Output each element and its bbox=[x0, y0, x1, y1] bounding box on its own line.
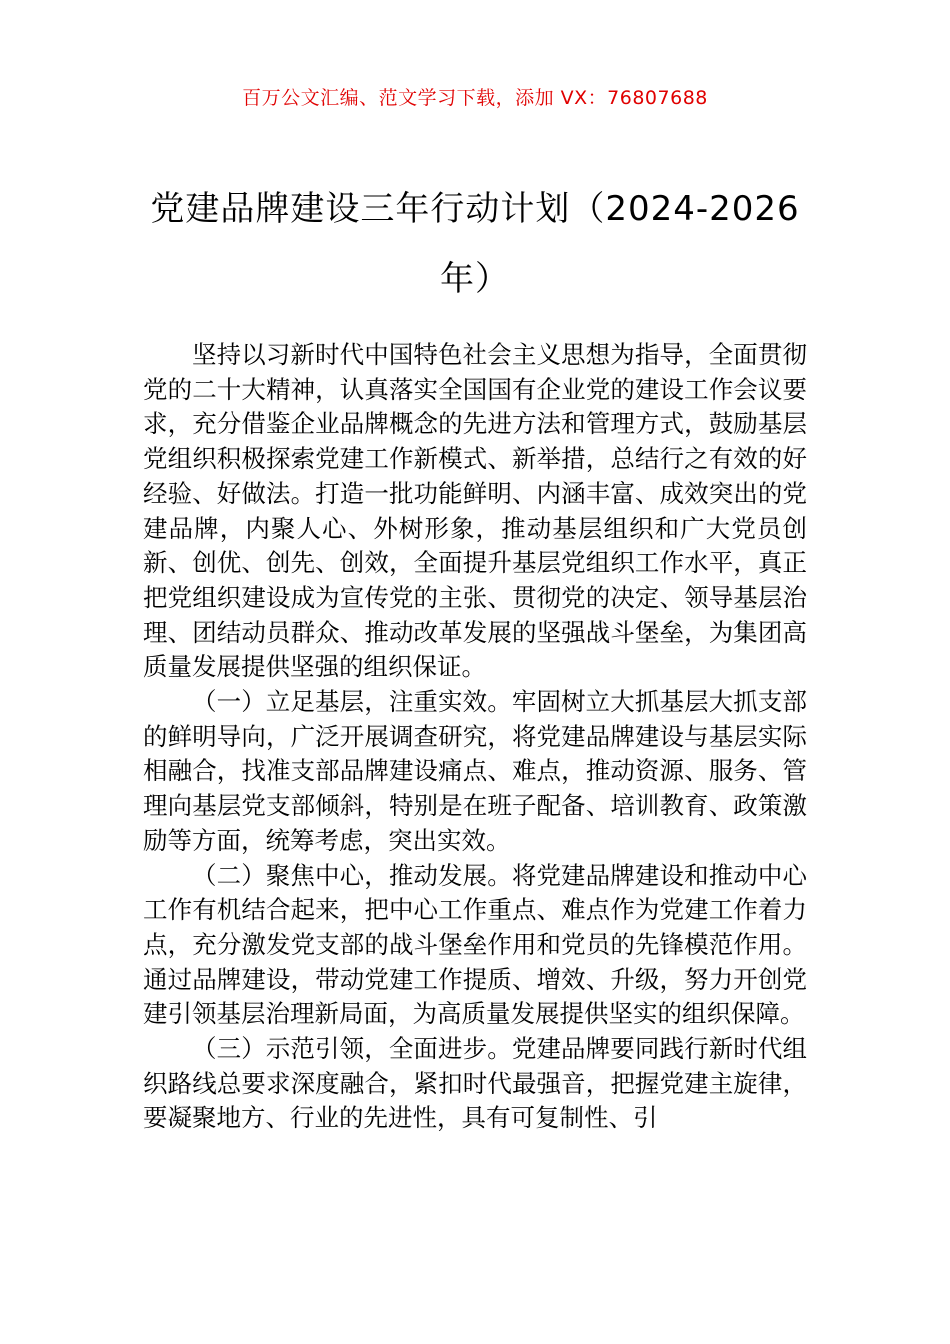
paragraph-section-1: （一）立足基层，注重实效。牢固树立大抓基层大抓支部的鲜明导向，广泛开展调查研究，将党建品牌建设与基层实际相融合，找准支部品牌建设痛点、难点，推动资源、服务、管理向基层党支部倾斜，特别是在班子配备、培训教育、政策激励等方面，统筹考虑，突出实效。 bbox=[143, 687, 807, 855]
header-note: 百万公文汇编、范文学习下载，添加 VX：76807688 bbox=[242, 87, 708, 109]
document-body bbox=[143, 338, 807, 1136]
paragraph-section-2: （二）聚焦中心，推动发展。将党建品牌建设和推动中心工作有机结合起来，把中心工作重点、难点作为党建工作着力点，充分激发党支部的战斗堡垒作用和党员的先锋模范作用。通过品牌建设，带动党建工作提质、增效、升级，努力开创党建引领基层治理新局面，为高质量发展提供坚实的组织保障。 bbox=[143, 860, 807, 1029]
paragraph-intro: 坚持以习新时代中国特色社会主义思想为指导，全面贯彻党的二十大精神，认真落实全国国有企业党的建设工作会议要求，充分借鉴企业品牌概念的先进方法和管理方式，鼓励基层党组织积极探索党建工作新模式、新举措，总结行之有效的好经验、好做法。打造一批功能鲜明、内涵丰富、成效突出的党建品牌，内聚人心、外树形象，推动基层组织和广大党员创新、创优、创先、创效，全面提升基层党组织工作水平，真正把党组织建设成为宣传党的主张、贯彻党的决定、领导基层治理、团结动员群众、推动改革发展的坚强战斗堡垒，为集团高质量发展提供坚强的组织保证。 bbox=[143, 340, 807, 682]
paragraph-section-3: （三）示范引领，全面进步。党建品牌要同践行新时代组织路线总要求深度融合，紧扣时代最强音，把握党建主旋律，要凝聚地方、行业的先进性，具有可复制性、引 bbox=[143, 1034, 807, 1133]
document-title: 党建品牌建设三年行动计划（2024-2026年） bbox=[150, 189, 800, 299]
